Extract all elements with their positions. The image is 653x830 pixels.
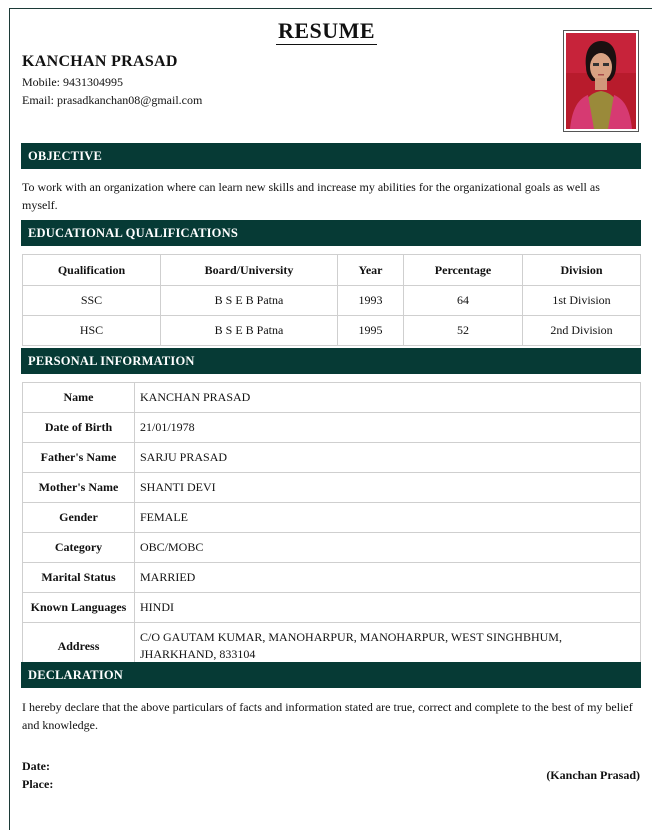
email-line (22, 93, 202, 108)
table-row (23, 316, 641, 346)
table-row (23, 443, 641, 473)
info-value: HINDI (135, 593, 641, 623)
date-label: Date: (22, 759, 50, 773)
mobile-number: 9431304995 (63, 75, 123, 89)
col-percentage: Percentage (404, 255, 523, 286)
cell-qualification: SSC (23, 286, 161, 316)
education-heading: EDUCATIONAL QUALIFICATIONS (21, 220, 641, 246)
info-label: Address (23, 623, 135, 670)
info-label: Father's Name (23, 443, 135, 473)
table-row (23, 286, 641, 316)
table-row (23, 563, 641, 593)
info-value: KANCHAN PRASAD (135, 383, 641, 413)
info-label: Category (23, 533, 135, 563)
info-value: FEMALE (135, 503, 641, 533)
info-value: C/O GAUTAM KUMAR, MANOHARPUR, MANOHARPUR, WEST SINGHBHUM, JHARKHAND, 833104 (135, 623, 641, 670)
info-label: Mother's Name (23, 473, 135, 503)
info-label: Name (23, 383, 135, 413)
cell-percentage: 52 (404, 316, 523, 346)
cell-division: 1st Division (523, 286, 641, 316)
cell-board: B S E B Patna (161, 286, 338, 316)
info-value: SHANTI DEVI (135, 473, 641, 503)
info-value: MARRIED (135, 563, 641, 593)
resume-title-wrap (0, 18, 653, 44)
personal-info-table (22, 382, 641, 670)
education-header-row (23, 255, 641, 286)
objective-text: To work with an organization where can learn new skills and increase my abilities for the organizational goals as well as myself. (22, 180, 600, 212)
info-label: Marital Status (23, 563, 135, 593)
cell-year: 1993 (338, 286, 404, 316)
info-value: SARJU PRASAD (135, 443, 641, 473)
table-row (23, 383, 641, 413)
table-row (23, 593, 641, 623)
profile-photo-icon (566, 33, 636, 129)
info-label: Known Languages (23, 593, 135, 623)
signature: (Kanchan Prasad) (546, 768, 640, 782)
cell-year: 1995 (338, 316, 404, 346)
col-year: Year (338, 255, 404, 286)
education-table (22, 254, 641, 346)
email-address: prasadkanchan08@gmail.com (57, 93, 203, 107)
info-value: OBC/MOBC (135, 533, 641, 563)
declaration-text: I hereby declare that the above particulars of facts and information stated are true, correct and complete to the best of my belief and knowledge. (22, 700, 633, 732)
profile-photo (563, 30, 639, 132)
place-label: Place: (22, 777, 54, 791)
table-row (23, 533, 641, 563)
cell-percentage: 64 (404, 286, 523, 316)
table-row (23, 503, 641, 533)
objective-heading: OBJECTIVE (21, 143, 641, 169)
info-label: Gender (23, 503, 135, 533)
cell-division: 2nd Division (523, 316, 641, 346)
mobile-label: Mobile: (22, 75, 63, 89)
personal-heading: PERSONAL INFORMATION (21, 348, 641, 374)
candidate-name: KANCHAN PRASAD (22, 53, 178, 70)
col-board: Board/University (161, 255, 338, 286)
col-division: Division (523, 255, 641, 286)
declaration-heading: DECLARATION (21, 662, 641, 688)
info-label: Date of Birth (23, 413, 135, 443)
email-label: Email: (22, 93, 57, 107)
cell-board: B S E B Patna (161, 316, 338, 346)
cell-qualification: HSC (23, 316, 161, 346)
resume-title: RESUME (277, 18, 376, 43)
table-row (23, 473, 641, 503)
info-value: 21/01/1978 (135, 413, 641, 443)
mobile-line (22, 75, 123, 90)
col-qualification: Qualification (23, 255, 161, 286)
table-row (23, 413, 641, 443)
